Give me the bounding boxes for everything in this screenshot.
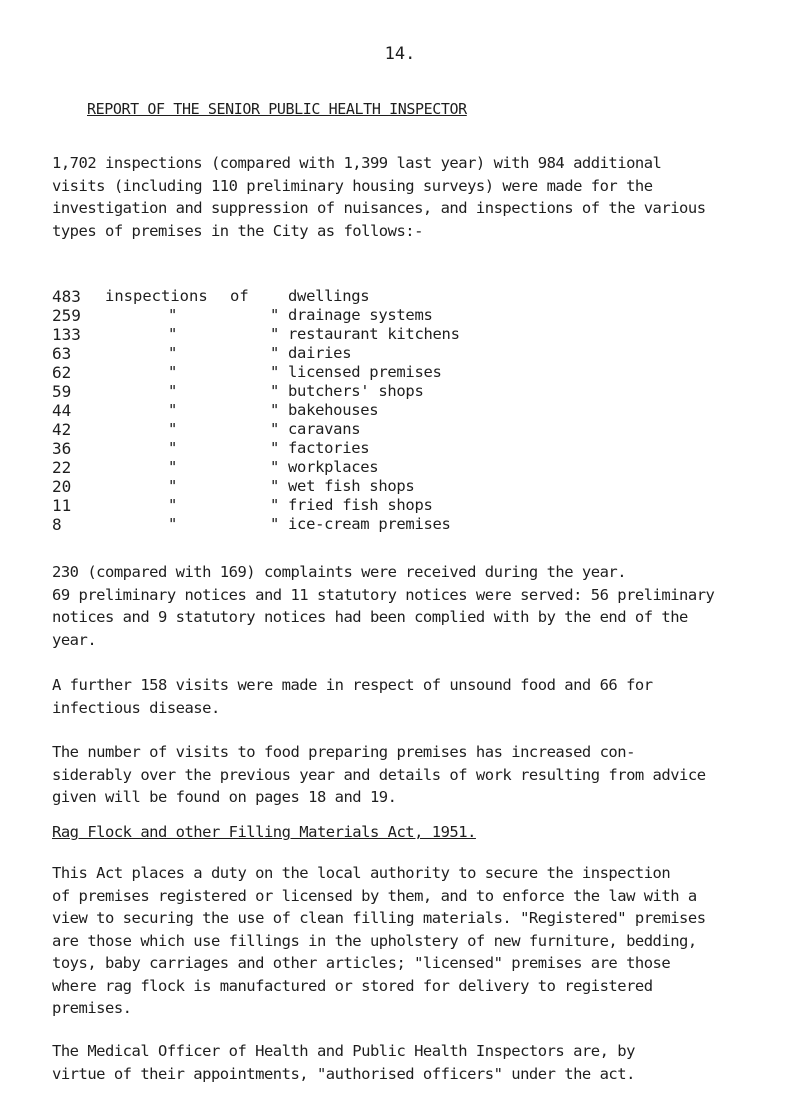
- inspection-row: [52, 306, 652, 325]
- inspection-row: [52, 439, 652, 458]
- ditto-mark: ": [270, 477, 280, 495]
- inspection-type: fried fish shops: [288, 496, 433, 514]
- act-heading: Rag Flock and other Filling Materials Act, 1951.: [52, 823, 476, 841]
- ditto-mark: ": [270, 515, 280, 533]
- act-paragraph: This Act places a duty on the local authority to secure the inspection of premises registered or licensed by them, and to enforce the law with a view to securing the use of clean filling materials. "Registered" premises are those which use fillings in the upholstery of new furniture, bedding, toys, baby carriages and other articles; "licensed" premises are those where rag flock is manufactured or stored for delivery to registered premises.: [52, 864, 706, 1017]
- inspection-type: bakehouses: [288, 401, 379, 419]
- inspection-row: [52, 325, 652, 344]
- inspection-type: factories: [288, 439, 370, 457]
- inspection-row: [52, 477, 652, 496]
- inspection-type: dwellings: [288, 287, 370, 305]
- officers-paragraph: The Medical Officer of Health and Public Health Inspectors are, by virtue of their appointments, "authorised officers" under the act.: [52, 1042, 635, 1083]
- inspection-count: 59: [52, 382, 72, 401]
- inspection-row: [52, 420, 652, 439]
- food-premises-paragraph: The number of visits to food preparing premises has increased con- siderably over the previous year and details of work resulting from advice given will be found on pages 18 and 19.: [52, 743, 706, 806]
- inspection-count: 22: [52, 458, 72, 477]
- inspection-row-dwellings: [52, 287, 652, 306]
- ditto-mark: ": [168, 306, 178, 324]
- inspection-type: dairies: [288, 344, 352, 362]
- inspection-type: workplaces: [288, 458, 379, 476]
- inspection-row: [52, 458, 652, 477]
- inspection-count: 44: [52, 401, 72, 420]
- ditto-mark: ": [270, 439, 280, 457]
- inspection-count: 133: [52, 325, 81, 344]
- report-heading: REPORT OF THE SENIOR PUBLIC HEALTH INSPECTOR: [87, 100, 467, 118]
- ditto-mark: ": [270, 325, 280, 343]
- ditto-mark: ": [270, 382, 280, 400]
- inspection-type: wet fish shops: [288, 477, 415, 495]
- ditto-mark: ": [168, 477, 178, 495]
- inspection-count: 63: [52, 344, 72, 363]
- page-number: 14.: [384, 44, 416, 64]
- ditto-mark: ": [168, 420, 178, 438]
- further-visits-paragraph: A further 158 visits were made in respect of unsound food and 66 for infectious disease.: [52, 676, 653, 717]
- ditto-mark: ": [168, 325, 178, 343]
- ditto-mark: ": [168, 496, 178, 514]
- inspection-row: [52, 344, 652, 363]
- ditto-mark: ": [168, 401, 178, 419]
- inspection-type: drainage systems: [288, 306, 433, 324]
- inspection-count: 42: [52, 420, 72, 439]
- inspection-count: 8: [52, 515, 62, 534]
- inspection-count: 62: [52, 363, 72, 382]
- ditto-mark: ": [270, 401, 280, 419]
- ditto-mark: ": [270, 344, 280, 362]
- ditto-mark: ": [270, 363, 280, 381]
- inspection-row: [52, 382, 652, 401]
- inspection-row: [52, 515, 652, 534]
- complaints-paragraph: 230 (compared with 169) complaints were received during the year. 69 preliminary notices and 11 statutory notices were served: 56 preliminary notices and 9 statutory notices had been complied with by the end of the year.: [52, 563, 715, 649]
- ditto-mark: ": [168, 458, 178, 476]
- ditto-mark: ": [270, 458, 280, 476]
- inspection-row: [52, 496, 652, 515]
- ditto-mark: ": [168, 344, 178, 362]
- ditto-mark: ": [270, 496, 280, 514]
- ditto-mark: ": [270, 420, 280, 438]
- ditto-mark: ": [270, 306, 280, 324]
- inspection-type: licensed premises: [288, 363, 442, 381]
- inspections-label: inspections: [105, 287, 208, 305]
- inspection-row: [52, 363, 652, 382]
- inspection-count: 259: [52, 306, 81, 325]
- ditto-mark: ": [168, 382, 178, 400]
- inspection-count: 20: [52, 477, 72, 496]
- ditto-mark: ": [168, 363, 178, 381]
- inspections-list: [52, 287, 652, 534]
- inspection-count: 11: [52, 496, 72, 515]
- ditto-mark: ": [168, 439, 178, 457]
- inspection-type: butchers' shops: [288, 382, 424, 400]
- intro-paragraph: 1,702 inspections (compared with 1,399 last year) with 984 additional visits (including 110 preliminary housing surveys) were made for the investigation and suppression of nuisances, and inspections of the various types of premises in the City as follows:-: [52, 154, 706, 240]
- inspection-row: [52, 401, 652, 420]
- inspection-type: ice-cream premises: [288, 515, 451, 533]
- inspection-type: caravans: [288, 420, 361, 438]
- ditto-mark: ": [168, 515, 178, 533]
- inspection-count: 483: [52, 287, 81, 306]
- of-label: of: [230, 287, 249, 305]
- inspection-count: 36: [52, 439, 72, 458]
- inspection-type: restaurant kitchens: [288, 325, 460, 343]
